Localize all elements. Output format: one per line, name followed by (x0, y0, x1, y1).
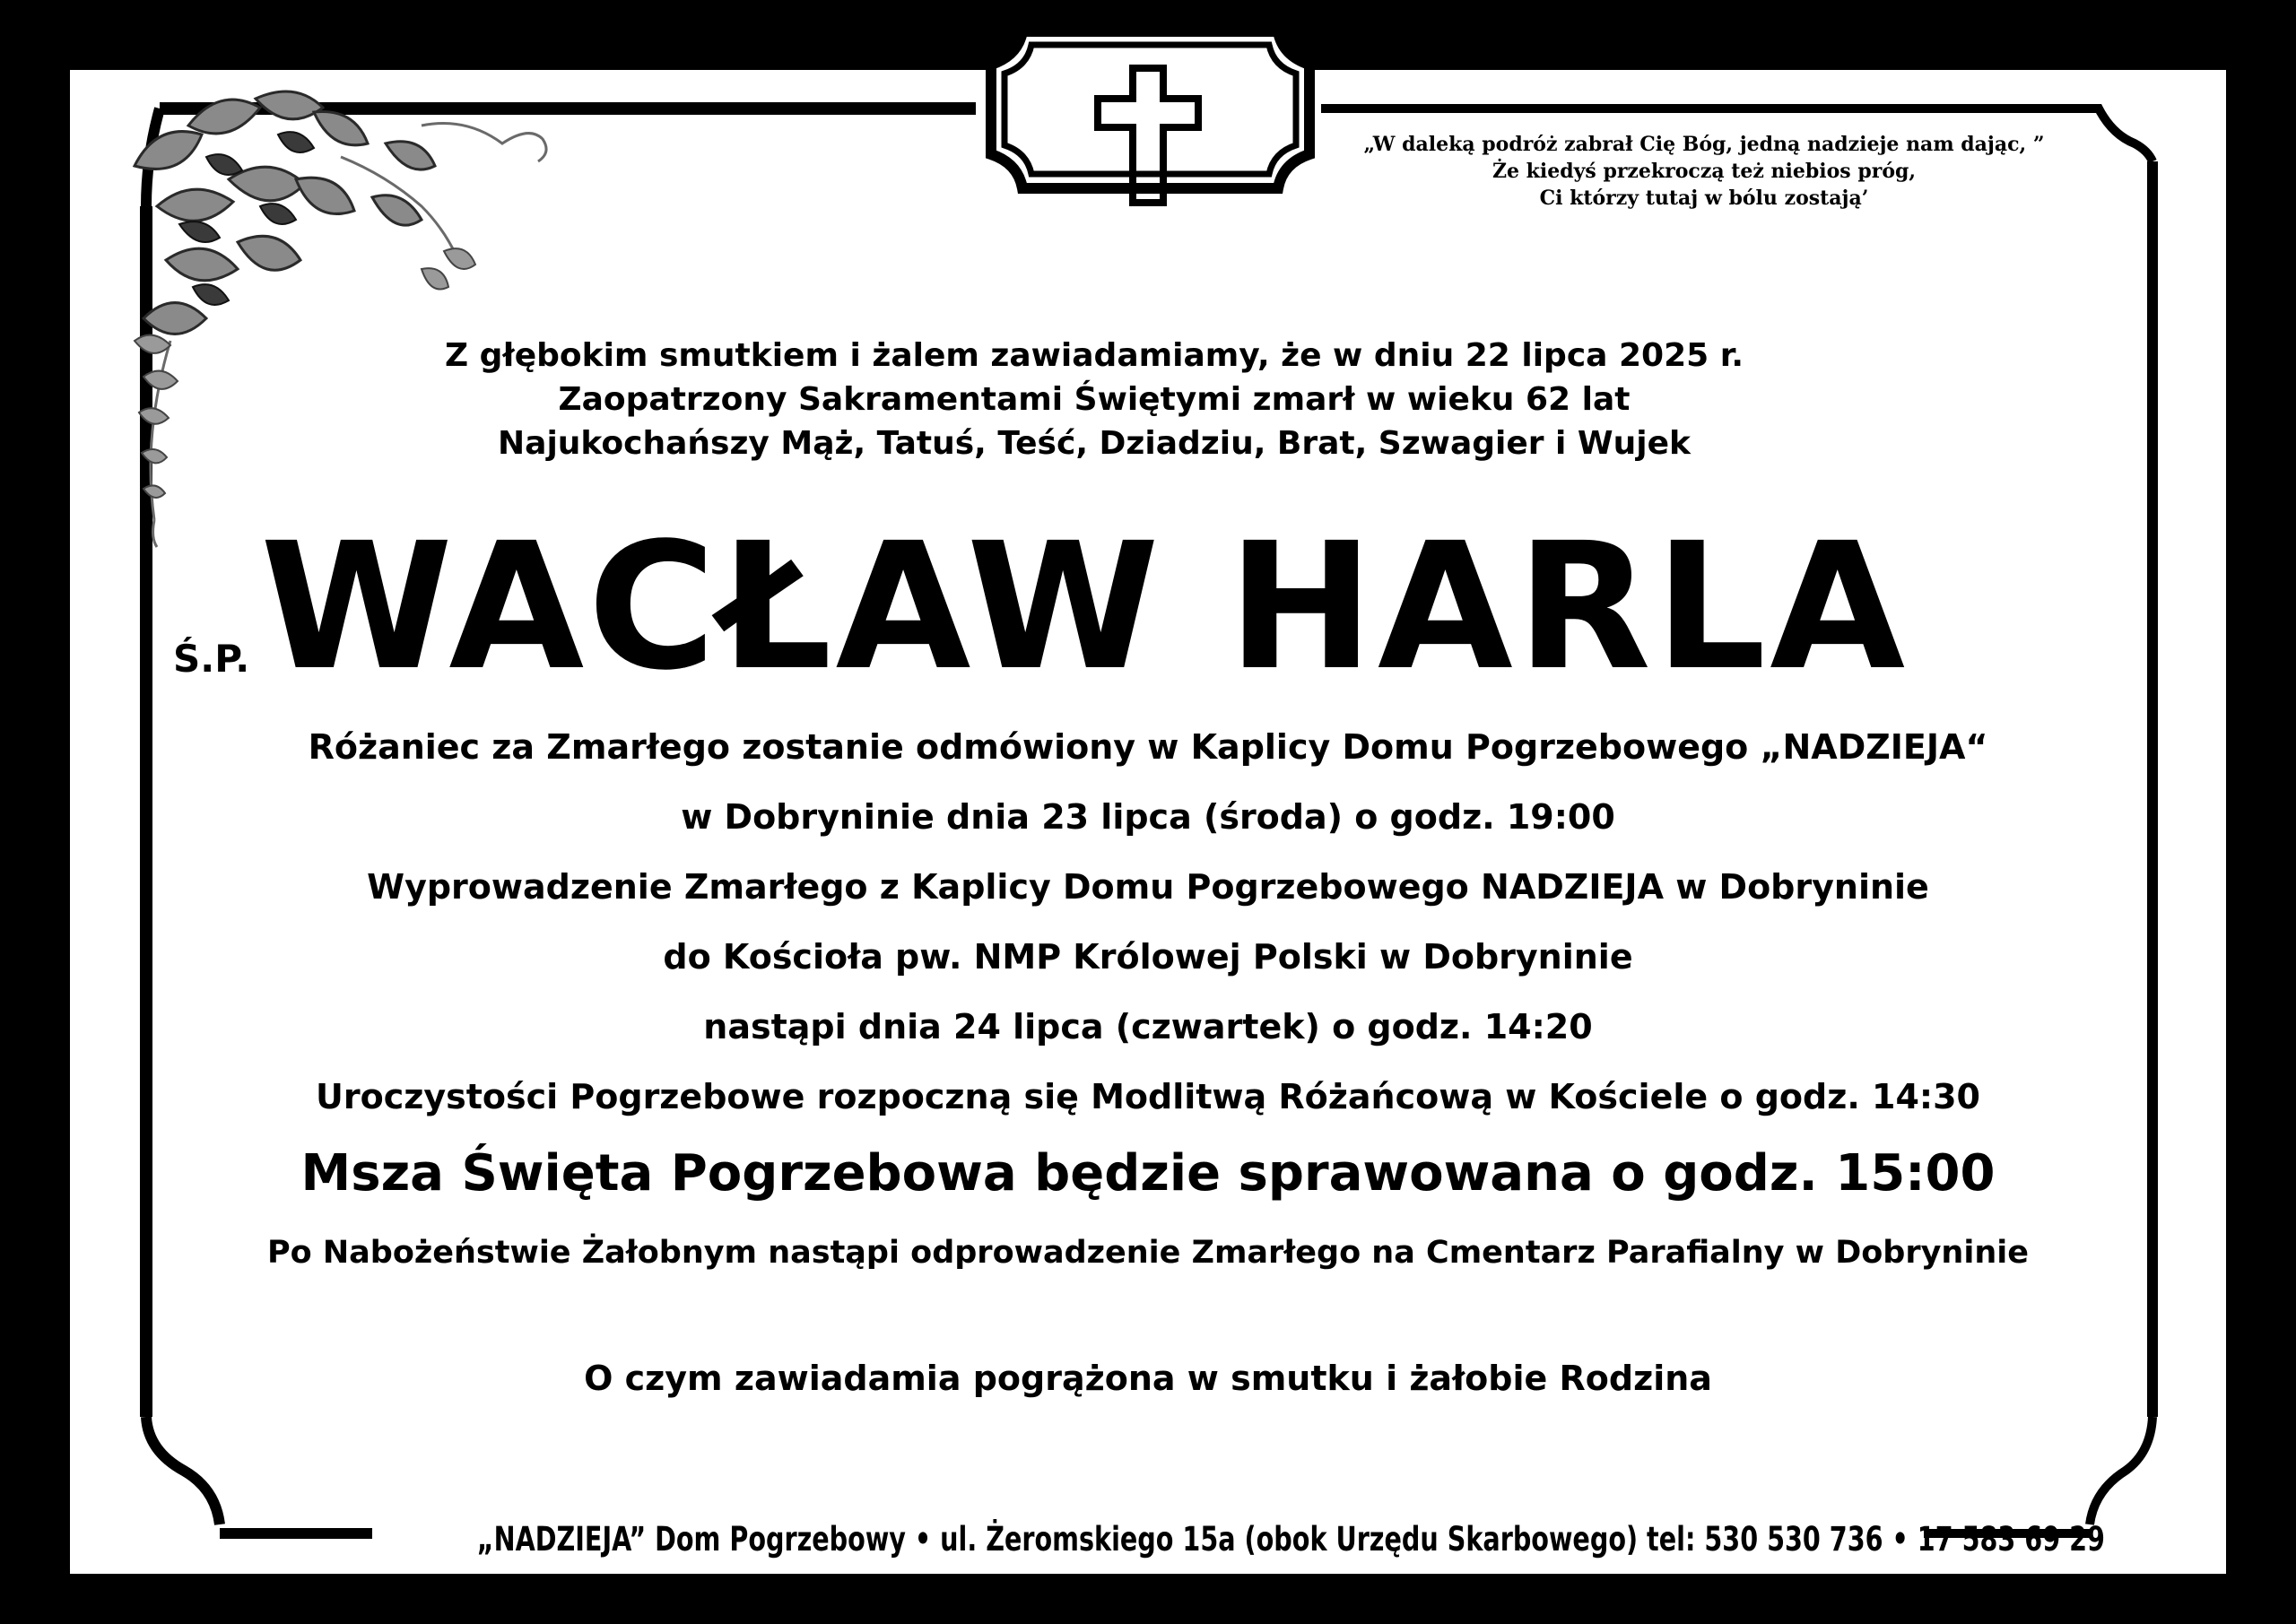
rosary-line: Różaniec za Zmarłego zostanie odmówiony w Kaplicy Domu Pogrzebowego „NADZIEJA“ (308, 727, 1988, 767)
procession-destination-line: do Kościoła pw. NMP Królowej Polski w Dobryninie (663, 937, 1633, 977)
procession-line: Wyprowadzenie Zmarłego z Kaplicy Domu Pogrzebowego NADZIEJA w Dobryninie (367, 867, 1929, 907)
cemetery-line: Po Nabożeństwie Żałobnym nastąpi odprowadzenie Zmarłego na Cmentarz Parafialny w Dobryninie (267, 1235, 2029, 1271)
floral-corner-icon (135, 91, 546, 547)
intro-line: Z głębokim smutkiem i żalem zawiadamiamy, że w dniu 22 lipca 2025 r. (444, 337, 1744, 374)
poem-line: Ci którzy tutaj w bólu zostają’ (1539, 187, 1869, 210)
funeral-details (152, 712, 2144, 1290)
poem-line: Że kiedyś przekroczą też niebios próg, (1492, 160, 1917, 183)
intro-line: Zaopatrzony Sakramentami Świętymi zmarł w wieku 62 lat (558, 381, 1631, 418)
family-closing: O czym zawiadamia pogrążona w smutku i żałobie Rodzina (584, 1359, 1712, 1398)
mass-line: Msza Święta Pogrzebowa będzie sprawowana o godz. 15:00 (300, 1144, 1996, 1203)
intro-announcement (269, 334, 1919, 465)
ceremony-line: Uroczystości Pogrzebowe rozpoczną się Modlitwą Różańcową w Kościele o godz. 14:30 (316, 1077, 1980, 1116)
deceased-name: WACŁAW HARLA (260, 505, 1909, 708)
rosary-time-line: w Dobryninie dnia 23 lipca (środa) o godz. 19:00 (681, 797, 1615, 837)
cross-cartouche (991, 31, 1309, 188)
epitaph-poem (1300, 131, 2108, 212)
intro-line: Najukochańszy Mąż, Tatuś, Teść, Dziadziu, Brat, Szwagier i Wujek (498, 425, 1691, 462)
procession-time-line: nastąpi dnia 24 lipca (czwartek) o godz. 14:20 (703, 1007, 1593, 1046)
poem-line: „W daleką podróż zabrał Cię Bóg, jedną nadzieje nam dając, ” (1363, 133, 2045, 156)
deceased-prefix: Ś.P. (173, 637, 250, 681)
funeral-home-footer: „NADZIEJA” Dom Pogrzebowy • ul. Żeromskiego 15a (obok Urzędu Skarbowego) tel: 530 530 736 • 17 583 69 29 (477, 1508, 1819, 1571)
